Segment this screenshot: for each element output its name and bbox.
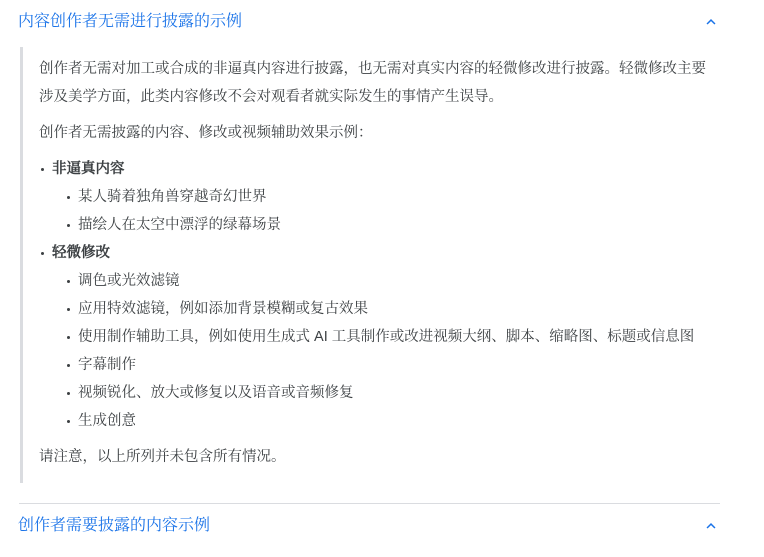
list-item-minor-edits bbox=[39, 239, 716, 435]
list-item-label: 轻微修改 bbox=[52, 245, 110, 261]
list-item-non-realistic bbox=[39, 155, 716, 239]
accordion-title: 内容创作者无需进行披露的示例 bbox=[18, 13, 243, 30]
accordion-content-no-disclosure bbox=[20, 47, 720, 483]
note-paragraph: 请注意，以上所列并未包含所有情况。 bbox=[39, 449, 286, 465]
list-item-text: 应用特效滤镜，例如添加背景模糊或复古效果 bbox=[78, 301, 368, 317]
list-item-text: 描绘人在太空中漂浮的绿幕场景 bbox=[78, 217, 281, 233]
list-item bbox=[65, 323, 716, 351]
accordion-header-no-disclosure-examples[interactable] bbox=[18, 0, 720, 44]
sublist-minor-edits bbox=[65, 267, 716, 435]
sublist-non-realistic bbox=[65, 183, 716, 239]
paragraph-examples-lead: 创作者无需披露的内容、修改或视频辅助效果示例： bbox=[39, 125, 373, 141]
list-item bbox=[65, 267, 716, 295]
accordion-header-disclosure-required-examples[interactable] bbox=[18, 504, 720, 548]
list-item-label: 非逼真内容 bbox=[52, 161, 125, 177]
accordion-title: 创作者需要披露的内容示例 bbox=[18, 517, 211, 534]
examples-list bbox=[39, 155, 716, 435]
list-item-text: 某人骑着独角兽穿越奇幻世界 bbox=[78, 189, 267, 205]
paragraph-intro: 创作者无需对加工或合成的非逼真内容进行披露，也无需对真实内容的轻微修改进行披露。轻微修改主要涉及美学方面，此类内容修改不会对观看者就实际发生的事情产生误导。 bbox=[39, 61, 706, 105]
list-item bbox=[65, 295, 716, 323]
list-item-text: 调色或光效滤镜 bbox=[78, 273, 180, 289]
list-item-text: 视频锐化、放大或修复以及语音或音频修复 bbox=[78, 385, 354, 401]
chevron-up-icon[interactable] bbox=[702, 517, 720, 535]
chevron-up-icon[interactable] bbox=[702, 13, 720, 31]
list-item bbox=[65, 407, 716, 435]
list-item bbox=[65, 379, 716, 407]
list-item-text: 生成创意 bbox=[78, 413, 136, 429]
list-item bbox=[65, 183, 716, 211]
list-item bbox=[65, 211, 716, 239]
list-item-text: 字幕制作 bbox=[78, 357, 136, 373]
list-item-text: 使用制作辅助工具，例如使用生成式 AI 工具制作或改进视频大纲、脚本、缩略图、标题或信息图 bbox=[78, 329, 695, 345]
list-item bbox=[65, 351, 716, 379]
